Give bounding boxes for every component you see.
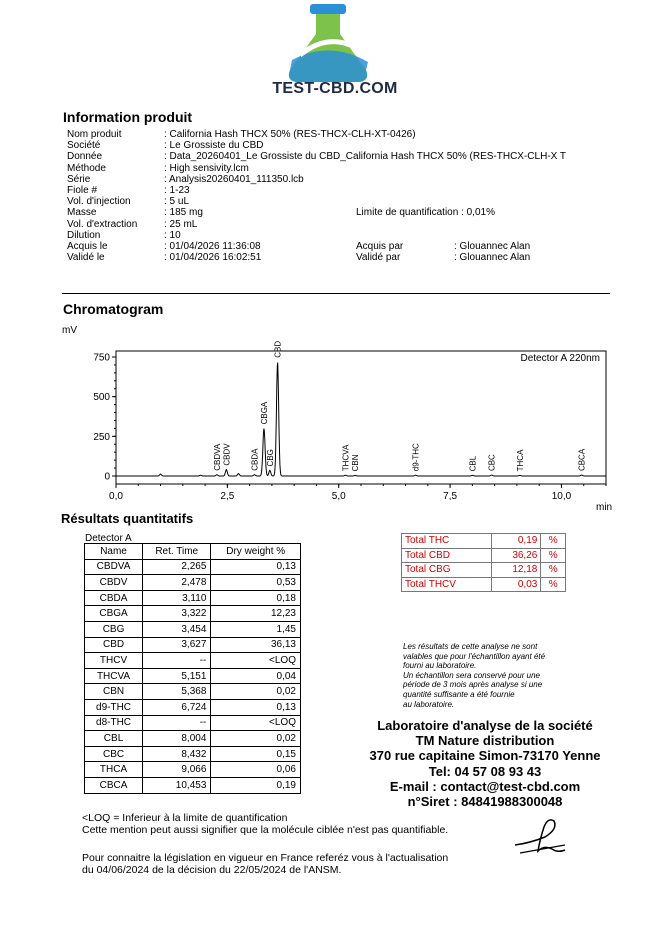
table-cell: 12,23 xyxy=(211,606,301,622)
table-cell: 0,04 xyxy=(211,668,301,684)
info-k: Société xyxy=(67,140,101,152)
table-cell: -- xyxy=(143,715,211,731)
total-cell: 0,19 xyxy=(491,534,541,549)
lab-line: TM Nature distribution xyxy=(415,733,555,749)
legislation-line-1: Pour connaitre la législation en vigueur en France referéz vous à l'actualisation xyxy=(82,852,449,864)
flask-logo-icon xyxy=(270,0,400,90)
total-cell: % xyxy=(541,534,566,549)
divider xyxy=(62,293,610,294)
peak-label: CBG xyxy=(265,449,275,467)
info-v: : Analysis20260401_111350.lcb xyxy=(164,173,304,185)
plot-frame xyxy=(116,351,606,484)
info-k: Acquis le xyxy=(67,240,108,252)
loq-definition: <LOQ = Inferieur à la limite de quantification xyxy=(82,812,288,824)
peak-label: CBL xyxy=(468,455,478,472)
table-cell: 2,478 xyxy=(143,575,211,591)
total-cell: 36,26 xyxy=(491,548,541,563)
y-tick-label: 750 xyxy=(93,352,110,364)
table-cell: THCV xyxy=(85,653,143,669)
y-tick-label: 0 xyxy=(104,471,110,483)
info-v: : Le Grossiste du CBD xyxy=(164,140,264,152)
total-cell: % xyxy=(541,563,566,578)
y-tick-label: 250 xyxy=(93,431,110,443)
table-cell: 1,45 xyxy=(211,621,301,637)
table-cell: 36,13 xyxy=(211,637,301,653)
table-header-cell: Dry weight % xyxy=(211,544,301,560)
peak-label: CBC xyxy=(487,454,497,472)
totals-table xyxy=(401,533,566,592)
note-line: au laboratoire. xyxy=(403,699,455,709)
table-cell: 0,19 xyxy=(211,777,301,793)
info-k: Masse xyxy=(67,207,97,219)
table-cell: 3,110 xyxy=(143,590,211,606)
table-row xyxy=(85,590,301,606)
table-row xyxy=(85,715,301,731)
table-cell: 3,627 xyxy=(143,637,211,653)
x-tick-label: 10,0 xyxy=(551,491,572,502)
total-cell: Total CBD xyxy=(402,548,492,563)
note-line: fourni au laboratoire. xyxy=(403,661,477,671)
x-unit: min xyxy=(596,502,613,513)
table-cell: <LOQ xyxy=(211,653,301,669)
peak-label: THCA xyxy=(515,449,525,472)
total-cell: % xyxy=(541,577,566,592)
table-cell: -- xyxy=(143,653,211,669)
lab-line: 370 rue capitaine Simon-73170 Yenne xyxy=(369,748,601,764)
info-k2: Acquis par xyxy=(356,240,404,252)
peak-label: THCVA xyxy=(341,444,351,472)
table-cell: 0,13 xyxy=(211,559,301,575)
table-cell: 3,322 xyxy=(143,606,211,622)
info-v: : High sensivity.lcm xyxy=(164,162,249,174)
total-row xyxy=(402,534,566,549)
y-unit: mV xyxy=(62,325,77,336)
table-cell: CBL xyxy=(85,731,143,747)
table-cell: 0,15 xyxy=(211,746,301,762)
table-cell: CBDVA xyxy=(85,559,143,575)
peak-label: CBDA xyxy=(250,448,260,471)
info-k: Validé le xyxy=(67,252,105,264)
x-tick-label: 0,0 xyxy=(109,491,123,502)
legislation-footnote xyxy=(82,852,448,877)
table-cell: 6,724 xyxy=(143,699,211,715)
info-v2: : Glouannec Alan xyxy=(454,252,531,264)
table-row xyxy=(85,684,301,700)
table-row xyxy=(85,731,301,747)
detector-label: Detector A 220nm xyxy=(520,353,600,364)
info-k: Série xyxy=(67,173,91,185)
total-row xyxy=(402,563,566,578)
note-line: Les résultats de cette analyse ne sont xyxy=(403,642,538,651)
lab-line: n°Siret : 84841988300048 xyxy=(407,794,563,810)
table-cell: CBC xyxy=(85,746,143,762)
info-v: : Data_20260401_Le Grossiste du CBD_California Hash THCX 50% (RES-THCX-CLH-X T xyxy=(164,151,567,163)
info-k2: Validé par xyxy=(356,252,401,264)
table-cell: 5,368 xyxy=(143,684,211,700)
note-line: Un échantillon sera conservé pour une xyxy=(403,670,540,680)
info-v: : 185 mg xyxy=(164,207,203,219)
table-row xyxy=(85,637,301,653)
table-row xyxy=(85,606,301,622)
total-cell: Total CBG xyxy=(402,563,492,578)
table-row xyxy=(85,746,301,762)
table-cell: 0,02 xyxy=(211,731,301,747)
table-cell: d8-THC xyxy=(85,715,143,731)
info-k: Nom produit xyxy=(67,129,122,140)
table-header-row xyxy=(85,544,301,560)
table-cell: 0,06 xyxy=(211,762,301,778)
table-cell: CBN xyxy=(85,684,143,700)
table-cell: 8,004 xyxy=(143,731,211,747)
table-cell: 0,18 xyxy=(211,590,301,606)
table-cell: 3,454 xyxy=(143,621,211,637)
total-cell: % xyxy=(541,548,566,563)
results-table xyxy=(84,543,301,794)
lab-line: E-mail : contact@test-cbd.com xyxy=(389,778,581,794)
results-detector: Detector A xyxy=(85,533,132,544)
table-cell: 0,53 xyxy=(211,575,301,591)
table-cell: CBGA xyxy=(85,606,143,622)
peak-label: CBDVA xyxy=(212,443,222,471)
table-cell: 8,432 xyxy=(143,746,211,762)
info-k: Dilution xyxy=(67,229,101,241)
loq-explanation: Cette mention peut aussi signifier que la molécule ciblée n'est pas quantifiable. xyxy=(82,824,449,837)
disclaimer-note xyxy=(403,642,545,709)
info-k: Vol. d'extraction xyxy=(67,218,138,230)
chromatogram-chart xyxy=(60,340,620,515)
note-line: période de 3 mois après analyse si une xyxy=(403,680,543,690)
table-cell: CBG xyxy=(85,621,143,637)
info-v: : 01/04/2026 16:02:51 xyxy=(164,252,262,264)
x-tick-label: 2,5 xyxy=(220,491,235,502)
total-row xyxy=(402,577,566,592)
peak-label: CBN xyxy=(351,454,361,472)
table-cell: CBDV xyxy=(85,575,143,591)
logo-text: TEST-CBD.COM xyxy=(272,80,398,97)
total-row xyxy=(402,548,566,563)
table-cell: 5,151 xyxy=(143,668,211,684)
info-v: : 1-23 xyxy=(164,184,190,196)
table-cell: CBCA xyxy=(85,777,143,793)
table-cell: 10,453 xyxy=(143,777,211,793)
table-header-cell: Ret. Time xyxy=(143,544,211,560)
info-v2: : Glouannec Alan xyxy=(454,240,531,252)
info-title: Information produit xyxy=(63,109,193,125)
peak-label: CBCA xyxy=(577,448,587,472)
table-cell: CBDA xyxy=(85,590,143,606)
table-row xyxy=(85,575,301,591)
note-line: quantité suffisante a été fournie xyxy=(403,689,515,699)
table-cell: d9-THC xyxy=(85,699,143,715)
total-cell: 12,18 xyxy=(491,563,541,578)
x-tick-label: 5,0 xyxy=(331,491,346,502)
info-v: : 10 xyxy=(164,229,181,241)
peak-label: CBGA xyxy=(259,401,269,425)
table-header-cell: Name xyxy=(85,544,143,560)
table-cell: <LOQ xyxy=(211,715,301,731)
peak-label: d9-THC xyxy=(411,443,421,472)
note-line: valables que pour l'échantillon ayant été xyxy=(403,651,546,661)
signature xyxy=(510,815,570,860)
peak-label: CBDV xyxy=(222,443,232,466)
table-cell: CBD xyxy=(85,637,143,653)
peak-label: CBD xyxy=(273,340,283,358)
table-cell: 0,02 xyxy=(211,684,301,700)
table-cell: 2,265 xyxy=(143,559,211,575)
results-title: Résultats quantitatifs xyxy=(61,511,194,526)
x-tick-label: 7,5 xyxy=(443,491,458,502)
table-row xyxy=(85,621,301,637)
table-row xyxy=(85,777,301,793)
info-k: Donnée xyxy=(67,151,103,163)
table-row xyxy=(85,653,301,669)
table-cell: 9,066 xyxy=(143,762,211,778)
loq-footnote xyxy=(82,812,448,837)
info-v: : 5 uL xyxy=(164,196,190,208)
table-row xyxy=(85,559,301,575)
info-k2: Limite de quantification : 0,01% xyxy=(356,207,495,219)
table-row xyxy=(85,762,301,778)
info-k: Méthode xyxy=(67,162,106,174)
lab-line: Laboratoire d'analyse de la société xyxy=(377,718,593,733)
info-k: Vol. d'injection xyxy=(67,196,131,208)
lab-line: Tel: 04 57 08 93 43 xyxy=(428,763,542,779)
y-tick-label: 500 xyxy=(93,392,110,404)
table-cell: THCVA xyxy=(85,668,143,684)
info-v: : California Hash THCX 50% (RES-THCX-CLH-XT-0426) xyxy=(164,129,416,140)
legislation-line-2: du 04/06/2024 de la décision du 22/05/2024 de l'ANSM. xyxy=(82,864,342,877)
info-k: Fiole # xyxy=(67,184,98,196)
table-row xyxy=(85,699,301,715)
total-cell: 0,03 xyxy=(491,577,541,592)
info-v: : 01/04/2026 11:36:08 xyxy=(164,240,261,252)
table-cell: 0,13 xyxy=(211,699,301,715)
total-cell: Total THCV xyxy=(402,577,492,592)
total-cell: Total THC xyxy=(402,534,492,549)
chromatogram-title: Chromatogram xyxy=(63,301,164,317)
table-cell: THCA xyxy=(85,762,143,778)
info-v: : 25 mL xyxy=(164,218,198,230)
lab-contact xyxy=(350,718,620,809)
chromatogram-trace xyxy=(116,363,606,476)
table-row xyxy=(85,668,301,684)
